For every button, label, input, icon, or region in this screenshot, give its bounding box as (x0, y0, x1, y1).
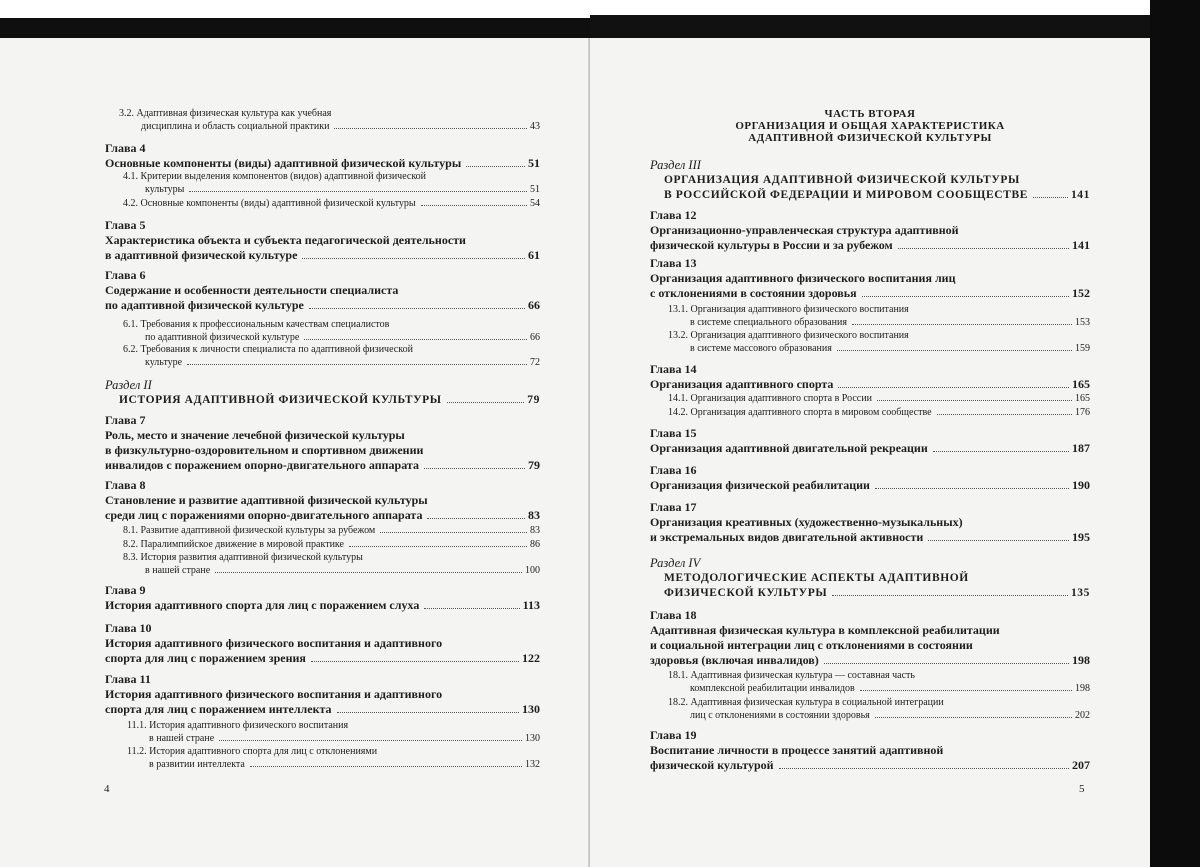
toc-line (105, 651, 540, 666)
toc-title-text: 4.1. Критерии выделения компонентов (видов) адаптивной физической (123, 171, 427, 182)
dot-leader (832, 595, 1068, 596)
dot-leader (860, 690, 1072, 691)
chapter-label: Глава 13 (650, 256, 697, 270)
dot-leader (852, 324, 1072, 325)
toc-line (105, 493, 540, 508)
toc-title-text: 11.1. История адаптивного физического воспитания (127, 720, 349, 731)
dot-leader (309, 308, 525, 309)
toc-title-text: 8.3. История развития адаптивной физической культуры (123, 552, 363, 563)
toc-title-text: 6.1. Требования к профессиональным качествам специалистов (123, 319, 390, 330)
toc-page-number: 153 (1075, 317, 1090, 328)
toc-page-number: 187 (1072, 441, 1090, 455)
dot-leader (877, 400, 1072, 401)
toc-title-text: 3.2. Адаптивная физическая культура как учебная (119, 108, 332, 119)
toc-page-number: 141 (1072, 238, 1090, 252)
chapter-label: Глава 11 (105, 672, 151, 686)
toc-line (105, 298, 540, 313)
toc-page-number: 152 (1072, 286, 1090, 300)
toc-page-number: 86 (530, 539, 540, 550)
toc-line (145, 355, 540, 370)
dot-leader (427, 518, 525, 519)
toc-line (105, 636, 540, 651)
toc-line (650, 515, 1090, 530)
toc-page-number: 51 (528, 156, 540, 170)
toc-line (105, 687, 540, 702)
chapter-label: Глава 8 (105, 478, 146, 492)
toc-line (650, 286, 1090, 301)
chapter-label: Глава 17 (650, 500, 697, 514)
toc-page-number: 132 (525, 759, 540, 770)
toc-line (105, 702, 540, 717)
toc-title-text: 14.2. Организация адаптивного спорта в мировом сообществе (668, 407, 932, 418)
chapter-label: Глава 5 (105, 218, 146, 232)
chapter-label: Глава 15 (650, 426, 697, 440)
toc-page-number: 61 (528, 248, 540, 262)
page-number-right: 5 (1079, 783, 1085, 795)
toc-line (141, 119, 540, 134)
toc-title-text: 18.1. Адаптивная физическая культура — составная часть (668, 670, 915, 681)
toc-line (149, 757, 540, 772)
toc-page-number: 159 (1075, 343, 1090, 354)
toc-line (105, 233, 540, 248)
toc-title-text: Роль, место и значение лечебной физической культуры (105, 428, 405, 442)
toc-line (664, 571, 1090, 586)
chapter-label: Глава 7 (105, 413, 146, 427)
dot-leader (189, 191, 527, 192)
toc-title-text: Организация адаптивной двигательной рекреации (650, 441, 928, 455)
toc-line (650, 758, 1090, 773)
toc-page-number: 198 (1075, 683, 1090, 694)
dot-leader (424, 608, 519, 609)
toc-page-number: 79 (528, 458, 540, 472)
toc-title-text: культуры (145, 184, 185, 195)
part-header-line: АДАПТИВНОЙ ФИЗИЧЕСКОЙ КУЛЬТУРЫ (748, 132, 992, 144)
toc-title-text: инвалидов с поражением опорно-двигательного аппарата (105, 458, 419, 472)
toc-line (650, 653, 1090, 668)
dot-leader (779, 768, 1069, 769)
chapter-label: Глава 14 (650, 362, 697, 376)
dot-leader (838, 387, 1069, 388)
toc-title-text: ИСТОРИЯ АДАПТИВНОЙ ФИЗИЧЕСКОЙ КУЛЬТУРЫ (119, 394, 442, 406)
toc-line (650, 530, 1090, 545)
toc-line (145, 182, 540, 197)
toc-page-number: 51 (530, 184, 540, 195)
toc-page-number: 141 (1070, 189, 1090, 201)
toc-page-number: 72 (530, 357, 540, 368)
toc-title-text: в системе специального образования (690, 317, 847, 328)
toc-page-number: 66 (528, 298, 540, 312)
toc-line (105, 283, 540, 298)
toc-title-text: Становление и развитие адаптивной физической культуры (105, 493, 428, 507)
toc-line (105, 598, 540, 613)
toc-line (664, 586, 1090, 601)
toc-title-text: Организация креативных (художественно-музыкальных) (650, 515, 963, 529)
dot-leader (421, 205, 527, 206)
toc-title-text: в нашей стране (145, 565, 211, 576)
toc-line (664, 173, 1090, 188)
dot-leader (898, 248, 1069, 249)
dot-leader (250, 766, 522, 767)
dot-leader (933, 451, 1069, 452)
toc-line (105, 428, 540, 443)
toc-page-number: 190 (1072, 478, 1090, 492)
toc-page-number: 198 (1072, 653, 1090, 667)
toc-title-text: 13.2. Организация адаптивного физического воспитания (668, 330, 909, 341)
dot-leader (875, 717, 1072, 718)
toc-title-text: в нашей стране (149, 733, 215, 744)
toc-line (668, 405, 1090, 420)
toc-line (650, 441, 1090, 456)
dot-leader (862, 296, 1069, 297)
toc-line (105, 458, 540, 473)
toc-title-text: культуре (145, 357, 183, 368)
dot-leader (424, 468, 525, 469)
toc-title-text: 13.1. Организация адаптивного физического воспитания (668, 304, 909, 315)
toc-title-text: Организация физической реабилитации (650, 478, 870, 492)
dot-leader (380, 532, 527, 533)
toc-title-text: физической культуры в России и за рубежом (650, 238, 893, 252)
toc-title-text: ОРГАНИЗАЦИЯ АДАПТИВНОЙ ФИЗИЧЕСКОЙ КУЛЬТУРЫ (664, 174, 1020, 186)
page-number-left: 4 (104, 783, 110, 795)
scan-shadow-edge (1150, 0, 1200, 867)
dot-leader (349, 546, 527, 547)
toc-page-number: 130 (525, 733, 540, 744)
toc-title-text: История адаптивного спорта для лиц с поражением слуха (105, 598, 420, 612)
scan-shadow-right (590, 15, 1200, 39)
dot-leader (837, 350, 1072, 351)
toc-page-number: 43 (530, 121, 540, 132)
part-header-line: ЧАСТЬ ВТОРАЯ (824, 108, 916, 120)
toc-title-text: Организация адаптивного спорта (650, 377, 834, 391)
toc-title-text: в физкультурно-оздоровительном и спортивном движении (105, 443, 424, 457)
toc-title-text: 18.2. Адаптивная физическая культура в социальной интеграции (668, 697, 944, 708)
dot-leader (875, 488, 1069, 489)
toc-page-number: 165 (1075, 393, 1090, 404)
toc-title-text: среди лиц с поражениями опорно-двигательного аппарата (105, 508, 423, 522)
dot-leader (447, 402, 525, 403)
toc-title-text: с отклонениями в состоянии здоровья (650, 286, 857, 300)
toc-line (690, 681, 1090, 696)
toc-line (650, 478, 1090, 493)
toc-line (650, 377, 1090, 392)
toc-title-text: физической культурой (650, 758, 774, 772)
dot-leader (466, 166, 525, 167)
toc-title-text: в адаптивной физической культуре (105, 248, 298, 262)
toc-page-number: 130 (522, 702, 540, 716)
toc-title-text: в развитии интеллекта (149, 759, 245, 770)
right-page (590, 38, 1150, 867)
toc-title-text: В РОССИЙСКОЙ ФЕДЕРАЦИИ И МИРОВОМ СООБЩЕСТВЕ (664, 189, 1028, 201)
toc-page-number: 202 (1075, 710, 1090, 721)
dot-leader (302, 258, 525, 259)
toc-title-text: Содержание и особенности деятельности специалиста (105, 283, 399, 297)
toc-page-number: 100 (525, 565, 540, 576)
toc-line (105, 443, 540, 458)
dot-leader (824, 663, 1069, 664)
toc-line (668, 391, 1090, 406)
scan-shadow-left (0, 18, 590, 38)
toc-title-text: 8.2. Паралимпийское движение в мировой практике (123, 539, 344, 550)
toc-page-number: 195 (1072, 530, 1090, 544)
left-page (0, 38, 590, 867)
toc-line (650, 638, 1090, 653)
dot-leader (937, 414, 1072, 415)
toc-page-number: 79 (527, 394, 540, 406)
chapter-label: Глава 9 (105, 583, 146, 597)
toc-title-text: здоровья (включая инвалидов) (650, 653, 819, 667)
dot-leader (187, 364, 527, 365)
section-label: Раздел IV (650, 556, 701, 570)
dot-leader (304, 339, 527, 340)
toc-line (690, 708, 1090, 723)
toc-title-text: 11.2. История адаптивного спорта для лиц с отклонениями (127, 746, 378, 757)
toc-line (105, 248, 540, 263)
toc-title-text: спорта для лиц с поражением зрения (105, 651, 306, 665)
chapter-label: Глава 16 (650, 463, 697, 477)
toc-line (123, 523, 540, 538)
toc-title-text: лиц с отклонениями в состоянии здоровья (690, 710, 870, 721)
toc-title-text: История адаптивного физического воспитания и адаптивного (105, 636, 443, 650)
dot-leader (337, 712, 519, 713)
dot-leader (928, 540, 1069, 541)
toc-page-number: 176 (1075, 407, 1090, 418)
toc-page-number: 54 (530, 198, 540, 209)
toc-title-text: дисциплина и область социальной практики (141, 121, 330, 132)
toc-title-text: Организация адаптивного физического воспитания лиц (650, 271, 956, 285)
part-header-line: ОРГАНИЗАЦИЯ И ОБЩАЯ ХАРАКТЕРИСТИКА (735, 120, 1005, 132)
dot-leader (334, 128, 527, 129)
toc-line (145, 563, 540, 578)
chapter-label: Глава 18 (650, 608, 697, 622)
dot-leader (215, 572, 522, 573)
chapter-label: Глава 19 (650, 728, 697, 742)
toc-line (650, 238, 1090, 253)
toc-title-text: комплексной реабилитации инвалидов (690, 683, 855, 694)
toc-line (650, 223, 1090, 238)
dot-leader (1033, 197, 1068, 198)
part-two-header (650, 108, 1090, 144)
toc-title-text: Характеристика объекта и субъекта педагогической деятельности (105, 233, 466, 247)
toc-title-text: спорта для лиц с поражением интеллекта (105, 702, 332, 716)
toc-line (650, 271, 1090, 286)
toc-title-text: МЕТОДОЛОГИЧЕСКИЕ АСПЕКТЫ АДАПТИВНОЙ (664, 572, 969, 584)
toc-page-number: 83 (530, 525, 540, 536)
chapter-label: Глава 4 (105, 141, 146, 155)
toc-title-text: по адаптивной физической культуре (105, 298, 304, 312)
toc-title-text: 6.2. Требования к личности специалиста по адаптивной физической (123, 344, 413, 355)
toc-line (664, 188, 1090, 203)
dot-leader (219, 740, 522, 741)
toc-line (650, 623, 1090, 638)
toc-title-text: ФИЗИЧЕСКОЙ КУЛЬТУРЫ (664, 587, 828, 599)
toc-page-number: 207 (1072, 758, 1090, 772)
toc-title-text: Организационно-управленческая структура адаптивной (650, 223, 959, 237)
toc-title-text: История адаптивного физического воспитания и адаптивного (105, 687, 443, 701)
section-label: Раздел II (105, 378, 152, 392)
toc-line (105, 508, 540, 523)
chapter-label: Глава 6 (105, 268, 146, 282)
dot-leader (311, 661, 519, 662)
toc-title-text: 14.1. Организация адаптивного спорта в России (668, 393, 872, 404)
toc-title-text: Адаптивная физическая культура в комплексной реабилитации (650, 623, 1000, 637)
toc-title-text: Воспитание личности в процессе занятий адаптивной (650, 743, 944, 757)
toc-page-number: 122 (522, 651, 540, 665)
toc-title-text: и социальной интеграции лиц с отклонениями в состоянии (650, 638, 973, 652)
toc-page-number: 165 (1072, 377, 1090, 391)
chapter-label: Глава 10 (105, 621, 152, 635)
section-label: Раздел III (650, 158, 701, 172)
toc-title-text: по адаптивной физической культуре (145, 332, 300, 343)
toc-line (123, 196, 540, 211)
chapter-label: Глава 12 (650, 208, 697, 222)
toc-page-number: 113 (522, 598, 540, 612)
toc-page-number: 135 (1070, 587, 1090, 599)
toc-line (650, 743, 1090, 758)
toc-line (119, 393, 540, 408)
toc-page-number: 83 (528, 508, 540, 522)
toc-page-number: 66 (530, 332, 540, 343)
toc-title-text: и экстремальных видов двигательной активности (650, 530, 924, 544)
toc-line (690, 341, 1090, 356)
toc-title-text: 4.2. Основные компоненты (виды) адаптивной физической культуры (123, 198, 416, 209)
toc-title-text: Основные компоненты (виды) адаптивной физической культуры (105, 156, 462, 170)
toc-title-text: 8.1. Развитие адаптивной физической культуры за рубежом (123, 525, 376, 536)
toc-title-text: в системе массового образования (690, 343, 832, 354)
